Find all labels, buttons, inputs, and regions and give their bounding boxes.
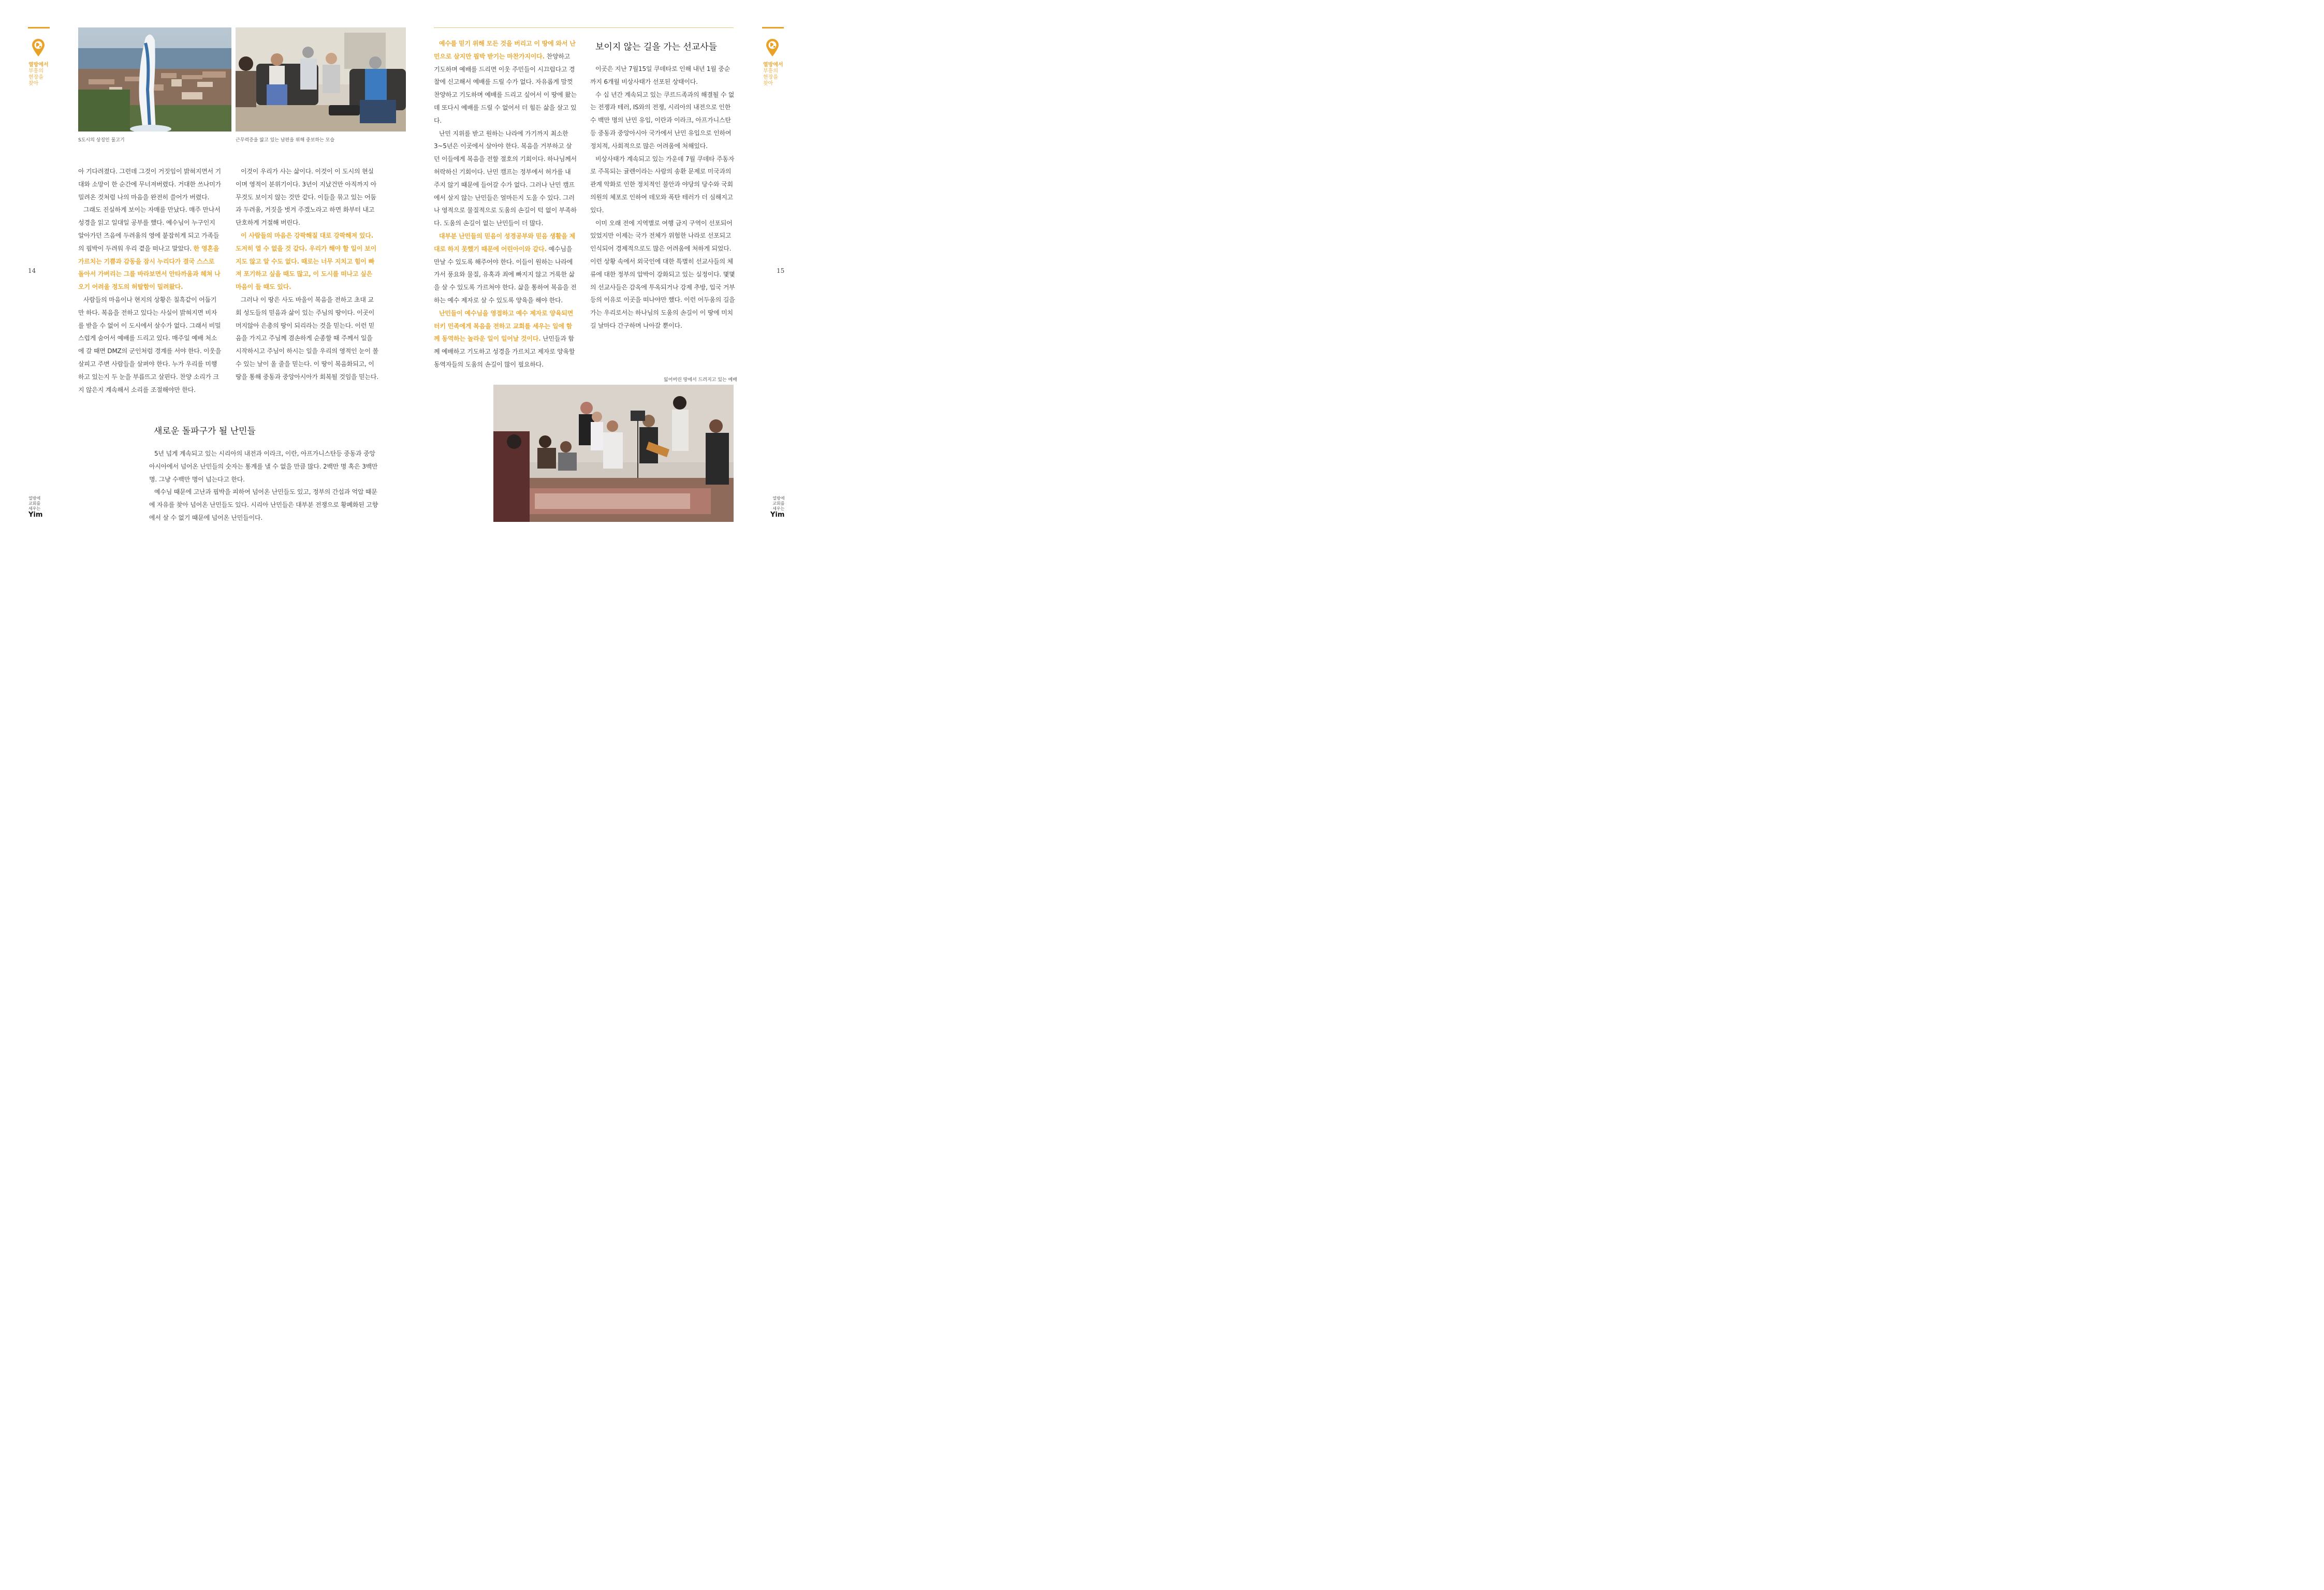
- col1-highlight-quote: 한 영혼을 가르치는 기쁨과 감동을 잠시 누리다가 결국 스스로 돌아서 가버리는 그를 바라보면서 안타까움과 헤쳐 나오기 어려울 정도의 허탈함이 밀려왔다.: [78, 244, 221, 291]
- article-column-2: [236, 165, 379, 384]
- col4-paragraph-2: 수 십 년간 계속되고 있는 쿠르드족과의 해결될 수 없는 전쟁과 테러, IS와의 전쟁, 시리아의 내전으로 인한 수 백만 명의 난민 유입, 이란과 이라크, 아프가니스탄등 중동과 중앙아시아 국가에서 난민 유입으로 인하여 정치적, 사회적으로 많은 어려움에 처해있다.: [590, 91, 735, 150]
- side-label-line3: 현장을: [28, 75, 43, 80]
- col2-highlight-quote: 이 사람들의 마음은 강팍해질 대로 강팍해져 있다. 도저히 열 수 없을 것 같다. 우리가 해야 할 일이 보이지도 않고 알 수도 없다. 때로는 너무 지치고 힘이 빠져 포기하고 싶을 때도 많고, 이 도시를 떠나고 싶은 마음이 들 때도 있다.: [236, 231, 376, 291]
- footer-line1: 열방에: [28, 496, 41, 501]
- article-column-4: [590, 63, 735, 332]
- caption-photo3: 잃어버린 땅에서 드려지고 있는 예배: [664, 377, 737, 383]
- left-accent-bar: [28, 27, 50, 28]
- side-label-line4: 찾아: [28, 81, 39, 86]
- right-section-label: [763, 62, 783, 87]
- col3-highlight-3: 난민들이 예수님을 영접하고 예수 제자로 양육되면 터키 민족에게 복음을 전하고 교회를 세우는 일에 함께 동역하는 놀라운 일이 일어날 것이다.: [434, 309, 574, 343]
- section-heading-missionaries: 보이지 않는 길을 가는 선교사들: [595, 42, 718, 52]
- right-accent-bar: [762, 27, 784, 28]
- col3-paragraph-4-text: 난민들과 함께 예배하고 기도하고 성경을 가르치고 제자로 양육할 동역자들의 도움의 손길이 많이 필요하다.: [434, 335, 575, 368]
- footer-line3: 세우는: [772, 506, 785, 511]
- side-label-line1: 열방에서: [763, 62, 783, 68]
- refugees-paragraph-1: 5년 넘게 계속되고 있는 시리아의 내전과 이라크, 이란, 아프가니스탄등 중동과 중앙아시아에서 넘어온 난민들의 숫자는 통계를 낼 수 없을 만큼 많다. 2백만 명 혹은 3백만 명. 그냥 수백만 명이 넘는다고 한다.: [149, 450, 378, 483]
- side-label-line1: 열방에서: [28, 62, 49, 68]
- footer-line2: 교회를: [772, 501, 785, 506]
- col2-paragraph-1: 이것이 우리가 사는 삶이다. 이것이 이 도시의 현실이며 영적이 분위기이다. 3년이 지났건만 아직까지 아무것도 보이지 않는 것만 같다. 이들을 묶고 있는 어둠과 두려움, 거짓을 벗겨 주겠노라고 하면 화부터 내고 단호하게 거절해 버린다.: [236, 168, 376, 227]
- section-refugees-body: [149, 447, 379, 524]
- col3-paragraph-3: [434, 230, 577, 307]
- col1-paragraph-2-text: 그래도 진실하게 보이는 자매를 만났다. 매주 만나서 성경을 읽고 일대일 공부를 했다. 예수님이 누구인지 알아가던 즈음에 두려움의 영에 붙잡히게 되고 가족들의 핍박이 두려워 우리 곁을 떠나고 말았다.: [78, 206, 221, 252]
- location-globe-icon: [765, 38, 780, 57]
- yim-logo: Yim: [28, 511, 43, 519]
- left-section-label: [28, 62, 49, 87]
- col3-highlight-1: 예수를 믿기 위해 모든 것을 버리고 이 땅에 와서 난민으로 살지만 핍박 받기는 마찬가지이다.: [434, 40, 576, 60]
- yim-logo: Yim: [770, 511, 785, 519]
- photo-prayer-room: [236, 27, 406, 132]
- col3-paragraph-2: 난민 지위를 받고 원하는 나라에 가기까지 최소한 3~5년은 이곳에서 살아야 한다. 복음을 거부하고 살던 이들에게 복음을 전할 절호의 기회이다. 하나님께서 허락하신 기회이다. 난민 캠프는 정부에서 허가를 내 주지 않기 때문에 들어갈 수가 없다. 그러나 난민 캠프에서 살지 않는 난민들은 얼마든지 도울 수 있다. 그러나 영적으로 물질적으로 도움의 손길이 턱 없이 부족하다. 도움의 손길이 없는 난민들이 더 많다.: [434, 129, 577, 227]
- col3-paragraph-4: [434, 307, 577, 371]
- refugees-paragraph-2: 예수님 때문에 고난과 핍박을 피하여 넘어온 난민들도 있고, 정부의 간섭과 억압 때문에 자유를 찾아 넘어온 난민들도 있다. 시리아 난민들은 대부분 전쟁으로 황폐화된 고향에서 살 수 없기 때문에 넘어온 난민들이다.: [149, 488, 378, 521]
- right-top-rule: [434, 27, 734, 28]
- side-label-line2: 부흥의: [763, 68, 778, 74]
- side-label-line2: 부흥의: [28, 68, 43, 74]
- location-globe-icon: [31, 38, 46, 57]
- col1-paragraph-1: 아 기다려졌다. 그런데 그것이 거짓임이 밝혀지면서 기대와 소망이 한 순간에 무너져버렸다. 거대한 쓰나미가 밀려온 것처럼 나의 마음을 완전히 쓸어가 버렸다.: [78, 168, 221, 201]
- col3-paragraph-1-text: 찬양하고 기도하며 예배를 드리면 이웃 주민들이 시끄럽다고 경찰에 신고해서 예배를 드릴 수가 없다. 자유롭게 맘껏 찬양하고 기도하며 예배를 드리고 싶어서 이 땅에 왔는데 또다시 예배를 드릴 수 없어서 더 힘든 삶을 살고 있다.: [434, 52, 577, 124]
- photo-worship-gathering: [493, 385, 734, 522]
- section-heading-refugees: 새로운 돌파구가 될 난민들: [154, 426, 256, 436]
- col4-paragraph-1: 이곳은 지난 7월15일 쿠데타로 인해 내년 1월 중순까지 6개월 비상사태가 선포된 상태이다.: [590, 65, 730, 85]
- side-label-line4: 찾아: [763, 81, 773, 86]
- col3-paragraph-1: [434, 37, 577, 127]
- footer-line3: 세우는: [28, 506, 41, 511]
- left-footer-brand: [28, 496, 42, 519]
- page-number-left: 14: [28, 267, 36, 274]
- article-column-1: [78, 165, 222, 396]
- article-column-3: [434, 37, 577, 371]
- col4-paragraph-3: 비상사태가 계속되고 있는 가운데 7월 쿠데타 주동자로 주목되는 귤렌이라는 사람의 송환 문제로 미국과의 관계 악화로 인한 정치적인 불안과 야당의 당수와 국회의원의 체포로 인하여 데모와 폭탄 테러가 더 심해지고 있다.: [590, 155, 735, 214]
- side-label-line3: 현장을: [763, 75, 778, 80]
- page-number-right: 15: [777, 267, 785, 274]
- col1-paragraph-2: [78, 203, 222, 294]
- col3-paragraph-3-text: 예수님을 만날 수 있도록 해주어야 한다. 이들이 원하는 나라에 가서 풍요와 물질, 유혹과 죄에 빠지지 않고 거룩한 삶을 살 수 있도록 가르쳐야 한다. 삶을 통하여 복음을 전하는 예수 제자로 살 수 있도록 양육을 해야 한다.: [434, 245, 577, 304]
- caption-photo2: 근무력증을 앓고 있는 남편을 위해 중보하는 모습: [236, 138, 335, 143]
- col4-paragraph-4: 이미 오래 전에 지역별로 여행 금지 구역이 선포되어 있었지만 이제는 국가 전체가 위험한 나라로 선포되고 인식되어 경제적으로도 많은 어려움에 처하게 되었다. 이런 상황 속에서 외국인에 대한 특별히 선교사들의 체류에 대한 정부의 압박이 강화되고 있는 실정이다. 몇몇의 선교사들은 감옥에 투옥되거나 강제 추방, 입국 거부등의 이유로 이곳을 떠나야만 했다. 이런 어두움의 길을 가는 우리로서는 하나님의 도움의 손길이 이 땅에 미치길 날마다 간구하며 나아갈 뿐이다.: [590, 219, 735, 329]
- col1-paragraph-3: 사람들의 마음이나 현지의 상황은 칠흑같이 어둡기만 하다. 복음을 전하고 있다는 사실이 밝혀지면 비자를 받을 수 없어 이 도시에서 살수가 없다. 그래서 비밀스럽게 숨어서 예배를 드리고 있다. 매주일 예배 처소에 갈 때면 DMZ의 군인처럼 경계를 서야 한다. 이웃을 살피고 주변 사람들을 살펴야 한다. 누가 우리를 미행하고 있는지 두 눈을 부릅뜨고 살핀다. 찬양 소리가 크지 않은지 계속해서 소리를 조절해야만 한다.: [78, 296, 222, 393]
- col2-paragraph-3: 그러나 이 땅은 사도 바울이 복음을 전하고 초대 교회 성도들의 믿음과 삶이 있는 주님의 땅이다. 이곳이 머지않아 은총의 땅이 되리라는 것을 믿는다. 이런 믿음을 가지고 주님께 겸손하게 순종할 때 주께서 일을 시작하시고 주님이 하시는 일을 우리의 영적인 눈이 볼 수 있는 날이 올 줄을 믿는다. 이 땅이 복음화되고, 이 땅을 통해 중동과 중앙아시아가 회복될 것임을 믿는다.: [236, 296, 378, 381]
- caption-photo1: S도시의 상징인 물고기: [78, 138, 125, 143]
- col3-highlight-2: 대부분 난민들의 믿음이 성경공부와 믿음 생활을 제대로 하지 못했기 때문에 어린아이와 같다.: [434, 232, 576, 253]
- right-footer-brand: [770, 496, 784, 519]
- photo-fish-statue: [78, 27, 231, 132]
- footer-line2: 교회를: [28, 501, 41, 506]
- footer-line1: 열방에: [772, 496, 785, 501]
